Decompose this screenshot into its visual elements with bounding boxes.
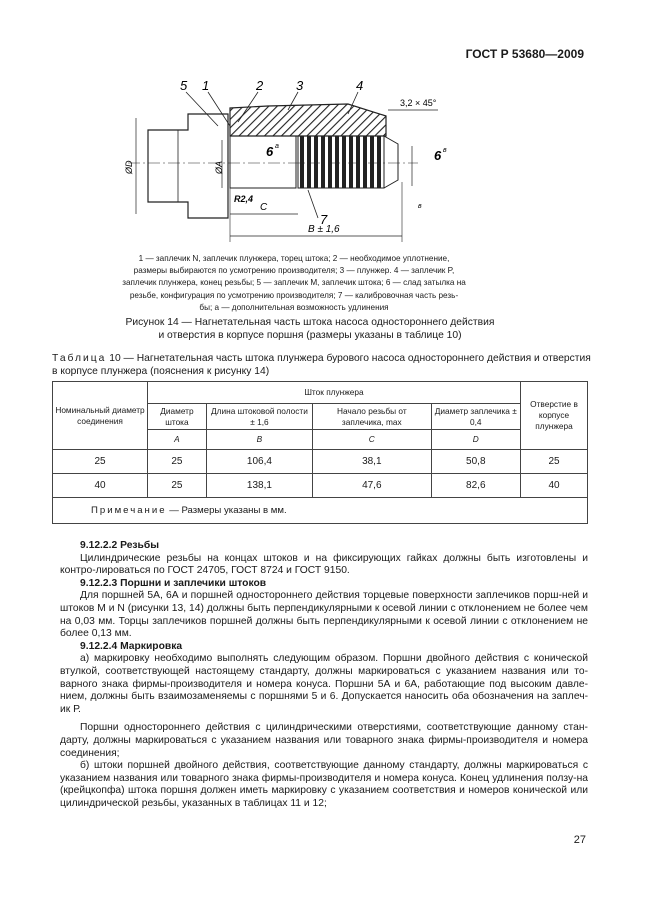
subheader: Диаметр штока: [148, 404, 207, 430]
section-heading: 9.12.2.2 Резьбы: [80, 540, 160, 551]
subheader-letter: A: [148, 430, 207, 450]
section-heading: 9.12.2.4 Маркировка: [80, 640, 183, 652]
subheader: Начало резьбы от заплечика, max: [313, 404, 432, 430]
table-cell: 25: [521, 450, 588, 474]
table-caption-label: Таблица: [52, 353, 107, 364]
document-header: ГОСТ Р 53680—2009: [465, 47, 584, 61]
table-caption-text: 10 — Нагнетательная часть штока плунжера бурового насоса одностороннего действия и отверстия: [106, 353, 591, 364]
thread-right-sup: в: [443, 147, 447, 154]
section-heading: 9.12.2.3 Поршни и заплечики штоков: [80, 577, 267, 589]
thread-left-label: 6: [266, 144, 274, 159]
paragraph: Поршни одностороннего действия с цилиндрическими отверстиями, соответствующие данному стан-дарту, должны маркироваться с указанием названия или товарного знака фирмы-производителя и номера соединения;: [60, 722, 588, 759]
thread-right-label: 6: [434, 148, 442, 163]
table-row: [53, 474, 588, 498]
note-text: — Размеры указаны в мм.: [166, 505, 287, 516]
table-caption-line2: в корпусе плунжера (пояснения к рисунку 14): [52, 366, 270, 377]
header-group: Шток плунжера: [148, 382, 521, 404]
chamfer-label: 3,2 × 45°: [400, 98, 437, 108]
table-cell: 40: [521, 474, 588, 498]
table-cell: 25: [148, 450, 207, 474]
table-cell: 25: [53, 450, 148, 474]
header-nominal: Номинальный диаметр соединения: [53, 382, 148, 450]
paragraph: Для поршней 5А, 6А и поршней одностороннего действия торцевые поверхности заплечиков порш-ней и штоков M и N (рисунки 13, 14) должны быть перпендикулярными к осевой линии с отклонением не более чем на 0,03 мм. Торцы заплечиков поршней должны быть перпендикулярными к осевой линии с отклонением не более 0,13 мм.: [60, 590, 588, 640]
paragraph: а) маркировку необходимо выполнять следующим образом. Поршни двойного действия с конической втулкой, соответствующей настоящему стандарту, должны маркироваться с указанием названия или то-варного знака фирмы-производителя и номера конуса. Поршни 5А и 6А, работающие под высоким давле-нием, должны быть взаимозаменяемы с поршнями 5 и 6. Допускается наносить оба обозначения на заплеч-ик Р.: [60, 653, 588, 715]
spec-table: [52, 381, 588, 524]
figure-caption: [100, 316, 520, 342]
diameter-a-label: ØA: [214, 160, 224, 174]
table-caption: [52, 352, 592, 378]
small-note-label: в: [418, 203, 422, 210]
legend-line: заплечик плунжера, конец резьбы; 5 — заплечик M, заплечик штока; 6 — слад затылка на: [122, 278, 466, 288]
thread-left-sup: а: [275, 143, 279, 150]
callout-4: 4: [356, 78, 364, 93]
table-cell: 82,6: [431, 474, 520, 498]
figure-caption-line: Рисунок 14 — Нагнетательная часть штока насоса одностороннего действия: [125, 317, 495, 328]
table-cell: 47,6: [313, 474, 432, 498]
note-label: Примечание: [91, 505, 167, 516]
callout-7: 7: [320, 212, 328, 227]
callout-3: 3: [296, 78, 304, 93]
table-row: [53, 450, 588, 474]
table-cell: 106,4: [206, 450, 312, 474]
legend-line: размеры выбираются по усмотрению производителя; 3 — плунжер. 4 — заплечик P,: [133, 266, 455, 276]
table-cell: 50,8: [431, 450, 520, 474]
dim-c-label: C: [260, 202, 268, 213]
subheader: Длина штоковой полости ± 1,6: [206, 404, 312, 430]
callout-5: 5: [180, 78, 188, 93]
subheader-letter: D: [431, 430, 520, 450]
figure-caption-line: и отверстия в корпусе поршня (размеры указаны в таблице 10): [158, 330, 462, 341]
dim-b-label: B ± 1,6: [308, 224, 340, 235]
subheader-letter: C: [313, 430, 432, 450]
table-cell: 25: [148, 474, 207, 498]
legend-line: резьбе, конфигурация по усмотрению производителя; 7 — калибровочная часть резь-: [129, 290, 459, 300]
diameter-d-label: ØD: [124, 160, 134, 174]
technical-drawing: [118, 78, 538, 248]
callout-2: 2: [256, 78, 264, 93]
table-note: [53, 498, 588, 524]
body-text: [60, 540, 588, 810]
table-cell: 38,1: [313, 450, 432, 474]
paragraph: Цилиндрические резьбы на концах штоков и на фиксирующих гайках должны быть изготовлены и контро-лироваться по ГОСТ 24705, ГОСТ 8724 и ГОСТ 9150.: [60, 552, 588, 577]
figure-legend: [104, 253, 484, 314]
table-cell: 40: [53, 474, 148, 498]
radius-label: R2,4: [234, 194, 254, 204]
legend-line: бы; а — дополнительная возможность удлинения: [199, 302, 389, 312]
subheader-letter: B: [206, 430, 312, 450]
page-number: 27: [573, 834, 586, 846]
paragraph: б) штоки поршней двойного действия, соответствующие данному стандарту, должны маркироваться с указанием названия или товарного знака фирмы-производителя и номера конуса. Конец удлинения ползу-на (крейцкопфа) штока поршня должен иметь маркировку с указанием соответствия и номеров конической или цилиндрической резьбы, указанных в таблицах 11 и 12;: [60, 760, 588, 809]
callout-1: 1: [202, 78, 210, 93]
table-cell: 138,1: [206, 474, 312, 498]
header-hole: Отверстие в корпусе плунжера: [521, 382, 588, 450]
subheader: Диаметр заплечика ± 0,4: [431, 404, 520, 430]
legend-line: 1 — заплечик N, заплечик плунжера, торец штока; 2 — необходимое уплотнение,: [138, 254, 450, 263]
